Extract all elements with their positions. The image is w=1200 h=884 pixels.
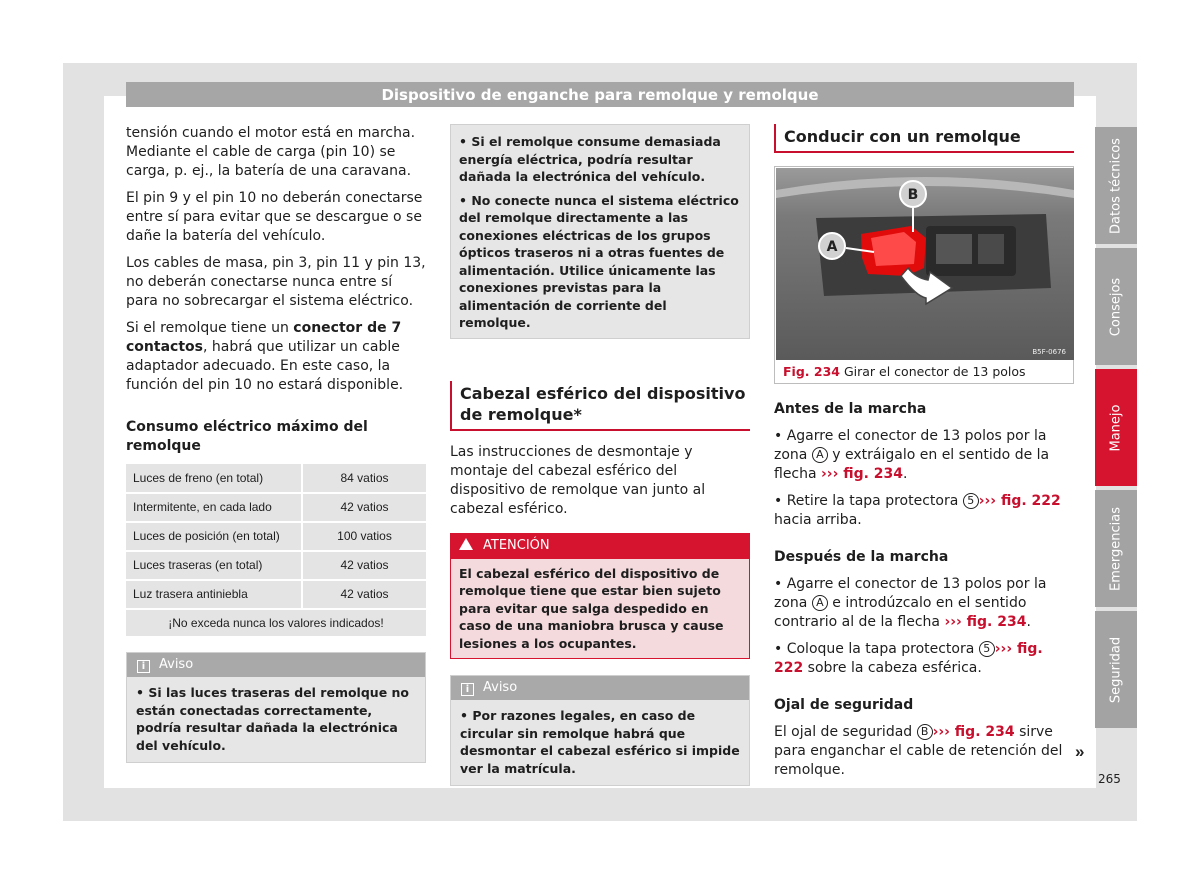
text: , habrá que utilizar un cable adaptador adecuado. En este caso, la función del pin 10 no estará disponible.	[126, 339, 404, 393]
atencion-label: ATENCIÓN	[483, 537, 550, 553]
paragraph: tensión cuando el motor está en marcha. Mediante el cable de carga (pin 10) se carga, p. ej., la batería de una caravana.	[126, 125, 416, 179]
figure-link[interactable]: ››› fig. 234	[821, 466, 904, 482]
list-item: • Agarre el conector de 13 polos por la zona A y extráigalo en el sentido de la flecha ››› fig. 234.	[774, 428, 1050, 482]
column-2	[450, 124, 750, 786]
paragraph-7-pin	[126, 319, 426, 395]
aviso-header	[127, 653, 425, 677]
table-row	[126, 464, 426, 493]
text: El ojal de seguridad	[774, 724, 917, 740]
atencion-box	[450, 533, 750, 660]
aviso-header	[451, 676, 749, 700]
subheading-antes: Antes de la marcha	[774, 401, 927, 417]
subheading-despues: Después de la marcha	[774, 549, 949, 565]
text: e introdúzcalo en el sentido contrario al de la flecha	[774, 595, 1027, 630]
text: • Agarre el conector de 13 polos por la zona	[774, 428, 1047, 463]
table-cell-label: Luz trasera antiniebla	[126, 580, 302, 609]
tab-manejo[interactable]	[1095, 369, 1137, 486]
text: sobre la cabeza esférica.	[803, 660, 982, 676]
figure-link[interactable]: ››› fig. 222	[774, 641, 1043, 676]
connector-drawing	[776, 168, 1074, 360]
continue-icon: »	[1075, 742, 1085, 761]
table-cell-label: Luces de freno (en total)	[126, 464, 302, 493]
column-1	[126, 124, 426, 763]
aviso-box	[450, 675, 750, 786]
callout-a-ref: A	[812, 595, 828, 611]
tab-label: Emergencias	[1108, 506, 1124, 591]
note-box	[450, 124, 750, 339]
table-row	[126, 551, 426, 580]
paragraph	[774, 723, 1074, 780]
aviso-label: Aviso	[483, 680, 518, 695]
section-title: Cabezal esférico del dispositivo de remolque*	[450, 381, 750, 431]
text: • Agarre el conector de 13 polos por la zona	[774, 576, 1047, 611]
text: hacia arriba.	[774, 512, 862, 528]
text: • Coloque la tapa protectora	[774, 641, 979, 657]
table-note: ¡No exceda nunca los valores indicados!	[126, 609, 426, 637]
aviso-text: • Por razones legales, en caso de circular sin remolque habrá que desmontar el cabezal esférico si impide ver la matrícula.	[451, 700, 749, 785]
text: Si el remolque tiene un	[126, 320, 294, 336]
figure-234	[774, 166, 1074, 384]
tab-label: Consejos	[1108, 277, 1124, 336]
tab-consejos[interactable]	[1095, 248, 1137, 365]
table-cell-label: Luces de posición (en total)	[126, 522, 302, 551]
tab-datos-tecnicos[interactable]	[1095, 127, 1137, 244]
text: sirve para enganchar el cable de retención del remolque.	[774, 724, 1063, 778]
tab-label: Manejo	[1108, 404, 1124, 451]
warning-icon	[459, 538, 473, 550]
aviso-text: • Si las luces traseras del remolque no están conectadas correctamente, podría resultar dañada la electrónica del vehículo.	[127, 677, 425, 762]
tab-emergencias[interactable]	[1095, 490, 1137, 607]
table-row	[126, 580, 426, 609]
aviso-label: Aviso	[159, 657, 194, 672]
paragraph: Los cables de masa, pin 3, pin 11 y pin 13, no deberán conectarse nunca entre sí para no sobrecargar el sistema eléctrico.	[126, 255, 426, 309]
text-bold: conector de 7 contactos	[126, 320, 402, 355]
figure-caption-text: Girar el conector de 13 polos	[843, 364, 1026, 379]
table-row	[126, 522, 426, 551]
table-cell-label: Luces traseras (en total)	[126, 551, 302, 580]
tab-seguridad[interactable]	[1095, 611, 1137, 728]
figure-caption	[783, 363, 1026, 381]
chapter-header: Dispositivo de enganche para remolque y remolque	[126, 82, 1074, 107]
callout-b: B	[907, 187, 919, 203]
table-cell-value: 42 vatios	[302, 493, 426, 522]
table-cell-label: Intermitente, en cada lado	[126, 493, 302, 522]
info-icon: i	[137, 660, 150, 673]
figure-link[interactable]: ››› fig. 234	[944, 614, 1027, 630]
atencion-header	[450, 533, 750, 559]
section-title: Conducir con un remolque	[774, 124, 1074, 153]
list-item	[774, 640, 1074, 678]
consumption-table	[126, 464, 426, 638]
info-icon: i	[461, 683, 474, 696]
figure-link[interactable]: ››› fig. 222	[978, 493, 1061, 509]
figure-number: Fig. 234	[783, 364, 840, 379]
figure-code: B5F-0676	[1032, 348, 1066, 356]
list-item: • Agarre el conector de 13 polos por la zona A e introdúzcalo en el sentido contrario al de la flecha ››› fig. 234.	[774, 576, 1047, 630]
number-5-ref: 5	[979, 641, 995, 657]
callout-a: A	[826, 239, 838, 255]
table-row	[126, 493, 426, 522]
paragraph: Las instrucciones de desmontaje y montaje del cabezal esférico del dispositivo de remolque van junto al cabezal esférico.	[450, 443, 706, 517]
note-item: • Si el remolque consume demasiada energía eléctrica, podría resultar dañada la electrónica del vehículo.	[459, 134, 721, 184]
table-cell-value: 42 vatios	[302, 551, 426, 580]
number-5-ref: 5	[963, 493, 979, 509]
aviso-box	[126, 652, 426, 763]
connector-illustration	[776, 168, 1074, 360]
figure-link[interactable]: ››› fig. 234	[932, 724, 1015, 740]
table-cell-value: 42 vatios	[302, 580, 426, 609]
callout-b-ref: B	[917, 724, 933, 740]
column-3	[774, 124, 1074, 788]
table-cell-value: 100 vatios	[302, 522, 426, 551]
list-item	[774, 492, 1074, 530]
subheading-ojal: Ojal de seguridad	[774, 697, 914, 713]
tab-label: Datos técnicos	[1108, 137, 1124, 234]
atencion-text: El cabezal esférico del dispositivo de remolque tiene que estar bien sujeto para evitar que salga despedido en caso de una maniobra brusca y cause lesiones a los ocupantes.	[450, 559, 750, 660]
tab-label: Seguridad	[1108, 636, 1124, 703]
note-item: • No conecte nunca el sistema eléctrico del remolque directamente a las conexiones eléctricas de los grupos ópticos traseros ni a otras fuentes de alimentación. Utilice únicamente las conexiones previstas para la alimentación de corriente del remolque.	[459, 192, 739, 330]
paragraph: El pin 9 y el pin 10 no deberán conectarse entre sí para evitar que se descargue o se dañe la batería del vehículo.	[126, 190, 423, 244]
text: • Retire la tapa protectora	[774, 493, 963, 509]
page-number: 265	[1098, 772, 1121, 786]
text: y extráigalo en el sentido de la flecha	[774, 447, 1050, 482]
table-title: Consumo eléctrico máximo del remolque	[126, 419, 368, 454]
table-cell-value: 84 vatios	[302, 464, 426, 493]
callout-a-ref: A	[812, 447, 828, 463]
